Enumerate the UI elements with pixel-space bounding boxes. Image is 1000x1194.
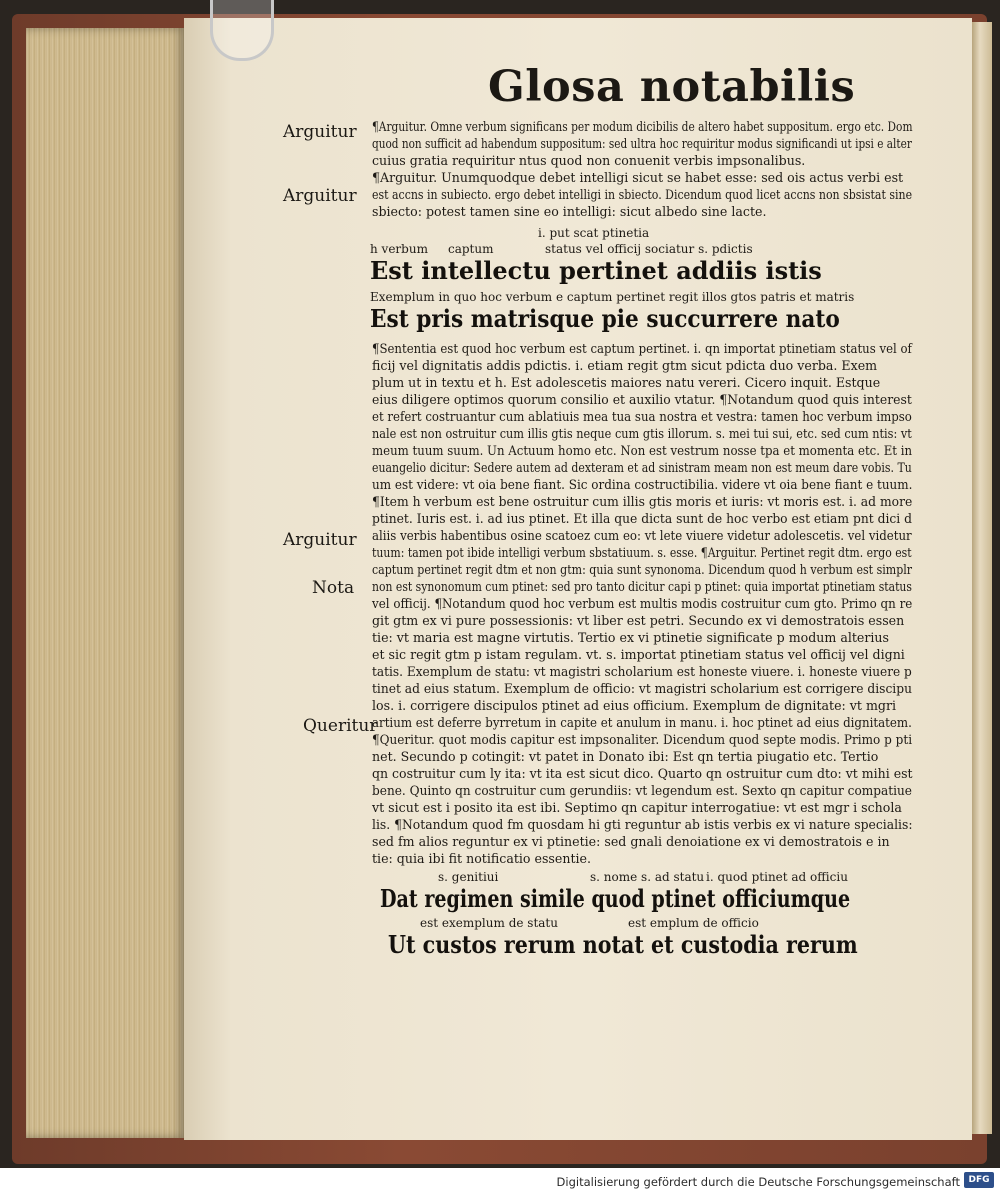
text-line: ptinet. Iuris est. i. ad ius ptinet. Et illa que dicta sunt de hoc verbo est etiam pnt dici d xyxy=(372,511,912,526)
text-line: non est synonomum cum ptinet: sed pro tanto dicitur capi p ptinet: quia importat ptinetiam status xyxy=(372,579,912,594)
interlinear-gloss: s. nome s. ad statu xyxy=(590,870,705,884)
text-line: ¶Sententia est quod hoc verbum est captum pertinet. i. qn importat ptinetiam status vel of xyxy=(372,341,912,356)
text-line: aliis verbis habentibus osine scatoez cum eo: vt lete viuere videtur adolescetis. vel videtur xyxy=(372,528,912,543)
text-line: bene. Quinto qn costruitur cum gerundiis: vt legendum est. Sexto qn capitur compatiue xyxy=(372,783,912,798)
verse-line: Ut custos rerum notat et custodia rerum xyxy=(388,930,858,959)
text-line: tatis. Exemplum de statu: vt magistri scholarium est honeste viuere. i. honeste viuere p xyxy=(372,664,912,679)
text-line: los. i. corrigere discipulos ptinet ad eius officium. Exemplum de dignitate: vt mgri xyxy=(372,698,896,713)
margin-note: Arguitur xyxy=(283,122,357,142)
text-line: plum ut in textu et h. Est adolescetis maiores natu vereri. Cicero inquit. Estque xyxy=(372,375,881,390)
text-line: ¶Arguitur. Omne verbum significans per modum dicibilis de altero habet suppositum. ergo etc. Dom xyxy=(372,119,913,134)
interlinear-gloss: h verbum xyxy=(370,242,428,256)
text-line: git gtm ex vi pure possessionis: vt liber est petri. Secundo ex vi demostratois essen xyxy=(372,613,905,628)
margin-note: Queritur xyxy=(303,716,378,736)
interlinear-gloss: status vel officij sociatur s. pdictis xyxy=(545,242,753,256)
text-line: sbiecto: potest tamen sine eo intelligi: sicut albedo sine lacte. xyxy=(372,204,767,219)
text-line: ¶Queritur. quot modis capitur est impsonaliter. Dicendum quod septe modis. Primo p pti xyxy=(372,732,913,747)
text-line: tie: vt maria est magne virtutis. Tertio ex vi ptinetie significate p modum alterius xyxy=(372,630,890,645)
interlinear-gloss: i. put scat ptinetia xyxy=(538,226,650,240)
text-line: cuius gratia requiritur ntus quod non conuenit verbis impsonalibus. xyxy=(372,153,806,168)
page-title: Glosa notabilis xyxy=(488,62,856,112)
text-line: artium est deferre byrretum in capite et anulum in manu. i. hoc ptinet ad eius dignitatem. xyxy=(372,715,912,730)
text-line: tuum: tamen pot ibide intelligi verbum sbstatiuum. s. esse. ¶Arguitur. Pertinet regit dtm. ergo est xyxy=(372,545,912,560)
interlinear-gloss: est exemplum de statu xyxy=(420,916,558,930)
text-line: um est videre: vt oia bene fiant. Sic ordina costructibilia. videre vt oia bene fiant e tuum. xyxy=(372,477,913,492)
footer-bar xyxy=(0,1168,1000,1194)
text-line: eius diligere optimos quorum consilio et auxilio vtatur. ¶Notandum quod quis interest xyxy=(372,392,912,407)
interlinear-gloss: s. genitiui xyxy=(438,870,499,884)
dfg-logo-icon: DFG xyxy=(964,1172,994,1188)
text-line: nale est non ostruitur cum illis gtis neque cum gtis illorum. s. mei tui sui, etc. sed cum ntis: vt xyxy=(372,426,912,441)
text-line: sed fm alios reguntur ex vi ptinetie: sed gnali denoiatione ex vi demostratois e in xyxy=(372,834,890,849)
verse-line: Est pris matrisque pie succurrere nato xyxy=(370,304,840,333)
interlinear-gloss: captum xyxy=(448,242,494,256)
text-line: euangelio dicitur: Sedere autem ad dexteram et ad sinistram meam non est meum dare vobis. Tu xyxy=(372,460,912,475)
margin-note: Nota xyxy=(312,578,355,598)
funding-credit: Digitalisierung gefördert durch die Deutsche Forschungsgemeinschaft xyxy=(556,1175,960,1189)
margin-note: Arguitur xyxy=(283,186,357,206)
text-line: ¶Arguitur. Unumquodque debet intelligi sicut se habet esse: sed ois actus verbi est xyxy=(372,170,904,185)
text-line: qn costruitur cum ly ita: vt ita est sicut dico. Quarto qn ostruitur cum dto: vt mihi est xyxy=(372,766,913,781)
interlinear-gloss: est emplum de officio xyxy=(628,916,759,930)
text-line: captum pertinet regit dtm et non gtm: quia sunt synonoma. Dicendum quod h verbum est simplr xyxy=(372,562,913,577)
text-line: net. Secundo p cotingit: vt patet in Donato ibi: Est qn tertia piugatio etc. Tertio xyxy=(372,749,879,764)
text-line: quod non sufficit ad habendum suppositum: sed ultra hoc requiritur modus significandi ut ipsi e alter xyxy=(372,136,912,151)
text-line: vt sicut est i posito ita est ibi. Septimo qn capitur interrogatiue: vt est mgr i schola xyxy=(372,800,902,815)
text-line: tie: quia ibi fit notificatio essentie. xyxy=(372,851,591,866)
verse-line: Est intellectu pertinet addiis istis xyxy=(370,256,822,285)
page-edges xyxy=(26,28,186,1138)
text-line: tinet ad eius statum. Exemplum de officio: vt magistri scholarium est corrigere discipu xyxy=(372,681,912,696)
interlinear-gloss: Exemplum in quo hoc verbum e captum pertinet regit illos gtos patris et matris xyxy=(370,290,855,304)
verse-line: Dat regimen simile quod ptinet officiumque xyxy=(380,884,851,913)
text-line: vel officij. ¶Notandum quod hoc verbum est multis modis costruitur cum gto. Primo qn re xyxy=(372,596,913,611)
text-line: et refert costruantur cum ablatiuis mea tua sua nostra et vestra: tamen hoc verbum impso xyxy=(372,409,912,424)
margin-note: Arguitur xyxy=(283,530,357,550)
text-line: ¶Item h verbum est bene ostruitur cum illis gtis moris et iuris: vt moris est. i. ad more xyxy=(372,494,913,509)
text-line: ficij vel dignitatis addis pdictis. i. etiam regit gtm sicut pdicta duo verba. Exem xyxy=(372,358,878,373)
text-line: meum tuum suum. Un Actuum homo etc. Non est vestrum nosse tpa et momenta etc. Et in xyxy=(372,443,913,458)
paper-clip xyxy=(210,0,274,61)
text-line: et sic regit gtm p istam regulam. vt. s. importat ptinetiam status vel officij vel digni xyxy=(372,647,905,662)
interlinear-gloss: i. quod ptinet ad officiu xyxy=(706,870,848,884)
facing-page-edge xyxy=(972,22,992,1134)
text-line: est accns in subiecto. ergo debet intelligi in sbiecto. Dicendum quod licet accns non sbsistat sine xyxy=(372,187,913,202)
text-line: lis. ¶Notandum quod fm quosdam hi gti reguntur ab istis verbis ex vi nature specialis: xyxy=(372,817,913,832)
